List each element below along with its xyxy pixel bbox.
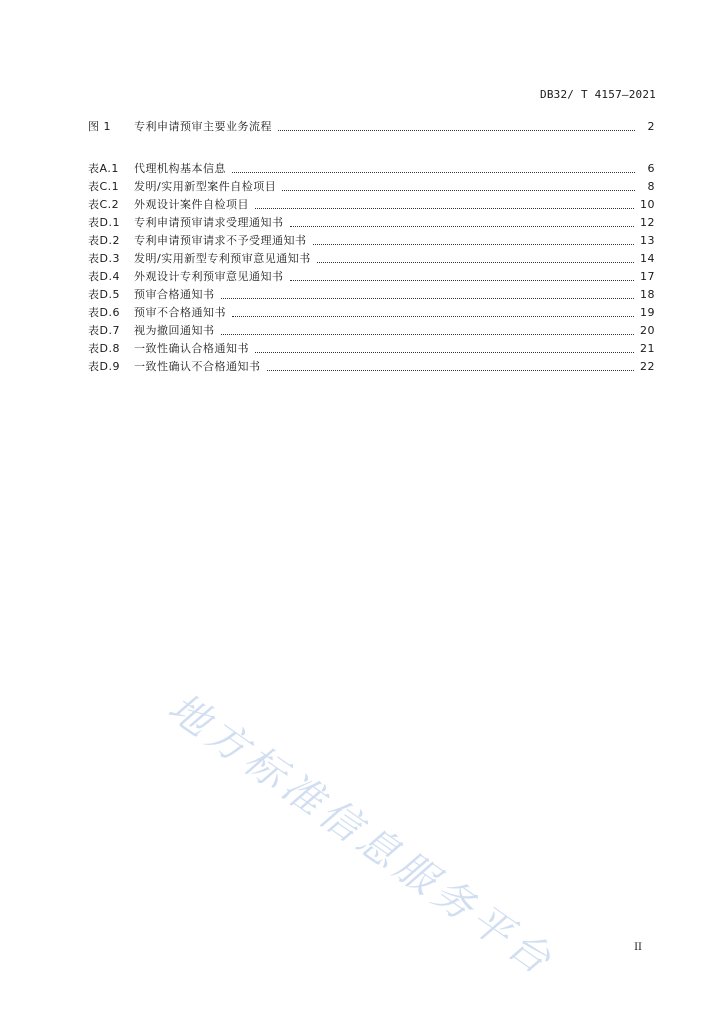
toc-entry-title: 外观设计案件自检项目: [134, 198, 249, 211]
watermark: 地方标准信息服务平台: [159, 684, 563, 987]
toc-entry-title: 外观设计专利预审意见通知书: [134, 270, 284, 283]
toc-entry-label: 表D.4: [88, 270, 120, 283]
toc-table-entry[interactable]: [88, 268, 655, 284]
toc-entry-label: 表D.9: [88, 360, 120, 373]
toc-figure-entry[interactable]: [88, 118, 655, 134]
toc-entry-label: 表D.3: [88, 252, 120, 265]
toc-entry-page: 12: [640, 216, 655, 229]
toc-dot-leader: [221, 288, 635, 299]
toc-dot-leader: [290, 270, 635, 281]
toc-entry-label: 表D.7: [88, 324, 120, 337]
toc-entry-page: 20: [640, 324, 655, 337]
toc-entry-title: 预审不合格通知书: [134, 306, 226, 319]
toc-dot-leader: [313, 234, 635, 245]
toc-entry-title: 预审合格通知书: [134, 288, 215, 301]
document-code: DB32/ T 4157—2021: [540, 88, 656, 101]
toc-table-entry[interactable]: [88, 214, 655, 230]
toc-table-entry[interactable]: [88, 232, 655, 248]
toc-entry-label: 表C.2: [88, 198, 120, 211]
toc-entry-title: 发明/实用新型案件自检项目: [134, 180, 277, 193]
toc-table-entry[interactable]: [88, 304, 655, 320]
toc-entry-page: 18: [640, 288, 655, 301]
toc-table-entry[interactable]: [88, 322, 655, 338]
toc-entry-label: 表A.1: [88, 162, 119, 175]
toc-entry-title: 代理机构基本信息: [134, 162, 226, 175]
toc-entry-label: 图 1: [88, 120, 111, 133]
toc-table-entry[interactable]: [88, 196, 655, 212]
toc-entry-title: 一致性确认合格通知书: [134, 342, 249, 355]
toc-table-entry[interactable]: [88, 250, 655, 266]
toc-dot-leader: [278, 120, 635, 131]
toc-table-entry[interactable]: [88, 358, 655, 374]
toc-dot-leader: [255, 342, 634, 353]
toc-entry-page: 2: [647, 120, 655, 133]
toc-entry-page: 21: [640, 342, 655, 355]
toc-entry-title: 发明/实用新型专利预审意见通知书: [134, 252, 311, 265]
toc-dot-leader: [232, 162, 635, 173]
toc-dot-leader: [267, 360, 635, 371]
toc-dot-leader: [221, 324, 635, 335]
toc-dot-leader: [255, 198, 634, 209]
toc-entry-label: 表D.1: [88, 216, 120, 229]
toc-entry-page: 6: [647, 162, 655, 175]
toc-dot-leader: [290, 216, 635, 227]
toc-entry-label: 表D.8: [88, 342, 120, 355]
toc-entry-page: 22: [640, 360, 655, 373]
toc-dot-leader: [232, 306, 634, 317]
toc-table-entry[interactable]: [88, 160, 655, 176]
toc-entry-title: 专利申请预审主要业务流程: [134, 120, 272, 133]
toc-table-entry[interactable]: [88, 286, 655, 302]
toc-table-entry[interactable]: [88, 340, 655, 356]
toc-entry-label: 表C.1: [88, 180, 120, 193]
toc-entry-page: 8: [647, 180, 655, 193]
toc-entry-page: 19: [640, 306, 655, 319]
toc-entry-title: 视为撤回通知书: [134, 324, 215, 337]
toc-entry-page: 17: [640, 270, 655, 283]
toc-entry-label: 表D.5: [88, 288, 120, 301]
toc-entry-page: 14: [640, 252, 655, 265]
page-number: II: [634, 942, 642, 953]
toc-entry-page: 10: [640, 198, 655, 211]
toc-entry-label: 表D.2: [88, 234, 120, 247]
toc-entry-page: 13: [640, 234, 655, 247]
toc-table-entry[interactable]: [88, 178, 655, 194]
toc-entry-title: 一致性确认不合格通知书: [134, 360, 261, 373]
toc-entry-title: 专利申请预审请求受理通知书: [134, 216, 284, 229]
toc-entry-title: 专利申请预审请求不予受理通知书: [134, 234, 307, 247]
toc-dot-leader: [282, 180, 635, 191]
toc-dot-leader: [317, 252, 634, 263]
toc-entry-label: 表D.6: [88, 306, 120, 319]
